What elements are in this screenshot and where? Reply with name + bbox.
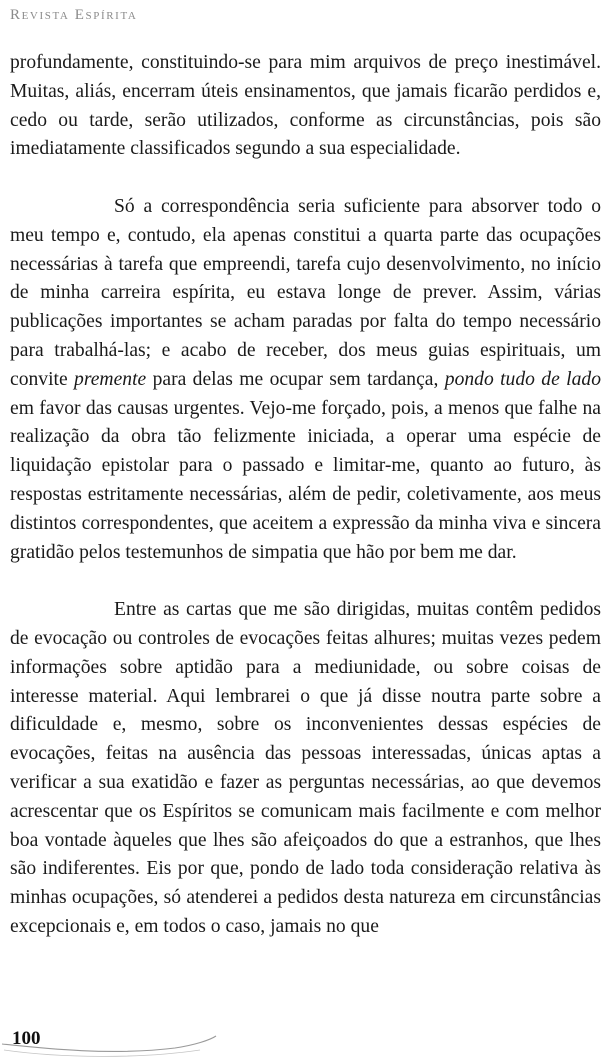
body-text <box>10 49 601 942</box>
paragraph-2-part-2: para delas me ocupar sem tardança, <box>146 368 445 390</box>
page-number: 100 <box>12 1028 41 1049</box>
emphasis-pondo-tudo-de-lado: pondo tudo de lado <box>444 368 601 390</box>
paragraph-2-part-3: em favor das causas urgentes. Vejo-me forçado, pois, a menos que falhe na realização da obra tão felizmente iniciada, a operar uma espécie de liquidação epistolar para o passado e limitar-me, quanto ao futuro, às respostas estritamente necessárias, além de pedir, coletivamente, aos meus distintos correspondentes, que aceitem a expressão da minha viva e sincera gratidão pelos testemunhos de simpatia que hão por bem me dar. <box>10 397 601 563</box>
paragraph-3: Entre as cartas que me são dirigidas, muitas contêm pedidos de evocação ou controles de evocações feitas alhures; muitas vezes pedem informações sobre aptidão para a mediunidade, ou sobre coisas de interesse material. Aqui lembrarei o que já disse noutra parte sobre a dificuldade e, mesmo, sobre os inconvenientes dessas espécies de evocações, feitas na ausência das pessoas interessadas, únicas aptas a verificar a sua exatidão e fazer as perguntas necessárias, ao que devemos acrescentar que os Espíritos se comunicam mais facilmente e com melhor boa vontade àqueles que lhes são afeiçoados do que a estranhos, que lhes são indiferentes. Eis por que, pondo de lado toda consideração relativa às minhas ocupações, só atenderei a pedidos desta natureza em circunstâncias excepcionais e, em todos o caso, jamais no que <box>10 599 601 937</box>
running-head: Revista Espírita <box>10 7 138 23</box>
paragraph-2 <box>10 193 601 567</box>
emphasis-premente: premente <box>74 368 147 390</box>
paragraph-1: profundamente, constituindo-se para mim arquivos de preço inestimável. Muitas, aliás, encerram úteis ensinamentos, que jamais ficarão perdidos e, cedo ou tarde, serão utilizados, conforme as circunstâncias, pois são imediatamente classificados segundo a sua especialidade. <box>10 52 601 160</box>
paragraph-2-part-1: Só a correspondência seria suficiente para absorver todo o meu tempo e, contudo, ela apenas constitui a quarta parte das ocupações necessárias à tarefa que empreendi, tarefa cujo desenvolvimento, no início de minha carreira espírita, eu estava longe de prever. Assim, várias publicações importantes se acham paradas por falta do tempo necessário para trabalhá-las; e acabo de receber, dos meus guias espirituais, um convite <box>10 195 601 390</box>
